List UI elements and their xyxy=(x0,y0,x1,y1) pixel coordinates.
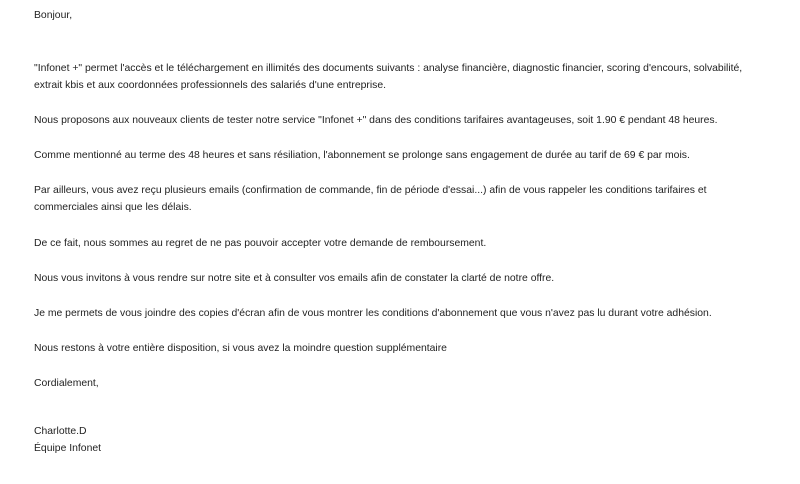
signature-team: Équipe Infonet xyxy=(34,443,102,454)
email-closing: Cordialement, xyxy=(34,378,99,389)
email-paragraph-2: Nous proposons aux nouveaux clients de tester notre service "Infonet +" dans des conditions tarifaires avantageuses, soit 1.90 € pendant 48 heures. xyxy=(34,115,718,126)
email-paragraph-1: "Infonet +" permet l'accès et le téléchargement en illimités des documents suivants : analyse financière, diagnostic financier, scoring d'encours, solvabilité, extrait kbis et aux coordonnées professionnels des salariés d'une entreprise. xyxy=(34,63,743,91)
email-paragraph-7: Je me permets de vous joindre des copies d'écran afin de vous montrer les conditions d'abonnement que vous n'avez pas lu durant votre adhésion. xyxy=(34,308,712,319)
email-paragraph-3: Comme mentionné au terme des 48 heures et sans résiliation, l'abonnement se prolonge sans engagement de durée au tarif de 69 € par mois. xyxy=(34,150,690,161)
email-paragraph-6: Nous vous invitons à vous rendre sur notre site et à consulter vos emails afin de constater la clarté de notre offre. xyxy=(34,273,555,284)
email-paragraph-8: Nous restons à votre entière disposition, si vous avez la moindre question supplémentaire xyxy=(34,343,447,354)
email-greeting: Bonjour, xyxy=(34,10,73,21)
signature-name: Charlotte.D xyxy=(34,426,87,437)
email-paragraph-5: De ce fait, nous sommes au regret de ne pas pouvoir accepter votre demande de remboursement. xyxy=(34,238,487,249)
email-paragraph-4: Par ailleurs, vous avez reçu plusieurs emails (confirmation de commande, fin de période d'essai...) afin de vous rappeler les conditions tarifaires et commerciales ainsi que les délais. xyxy=(34,185,707,213)
